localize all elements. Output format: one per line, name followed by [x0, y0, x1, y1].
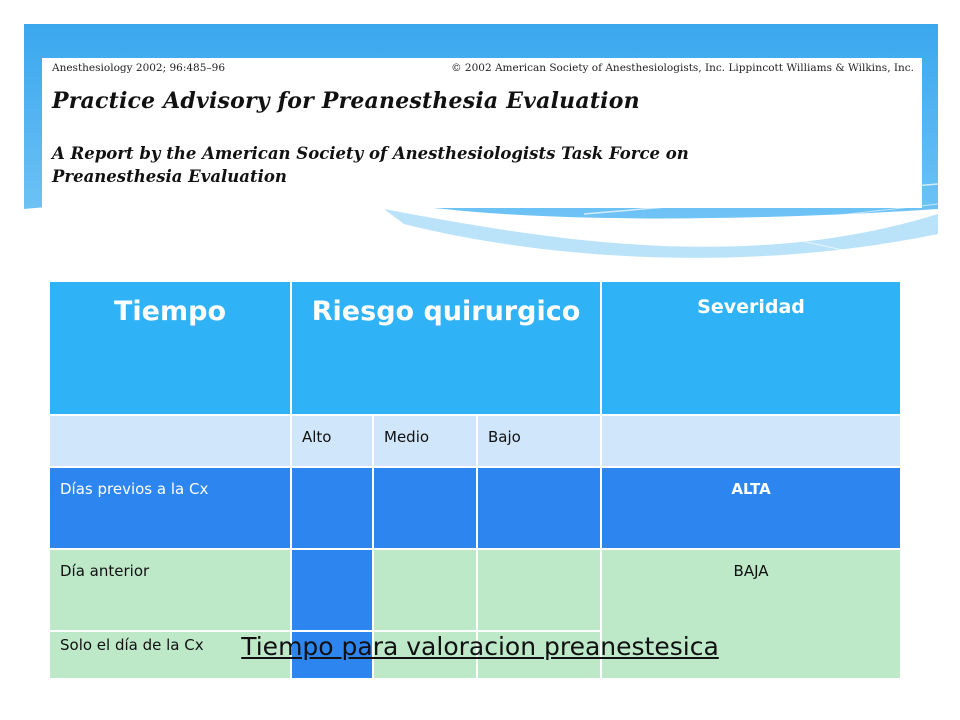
- slide-caption: Tiempo para valoracion preanestesica: [241, 632, 719, 661]
- row-label: Días previos a la Cx: [49, 467, 291, 549]
- risk-level-high: Alto: [291, 415, 373, 467]
- risk-level-low: Bajo: [477, 415, 601, 467]
- cell-high: [291, 467, 373, 549]
- risk-level-row: [49, 415, 901, 467]
- empty-cell: [49, 415, 291, 467]
- evaluation-time-table: [48, 280, 902, 680]
- cell-high: [291, 549, 373, 631]
- cell-low: [477, 467, 601, 549]
- header-severity: Severidad: [601, 281, 901, 415]
- paper-subtitle: [52, 142, 812, 188]
- header-risk: Riesgo quirurgico: [291, 281, 601, 415]
- paper-meta: [52, 62, 914, 74]
- row-severity: BAJA: [601, 549, 901, 679]
- cell-medium: [373, 467, 477, 549]
- cell-low: [477, 549, 601, 631]
- paper-copyright: © 2002 American Society of Anesthesiologists, Inc. Lippincott Williams & Wilkins, Inc.: [451, 62, 914, 74]
- table-row: [49, 549, 901, 631]
- table-row: [49, 467, 901, 549]
- row-severity: ALTA: [601, 467, 901, 549]
- header-time: Tiempo: [49, 281, 291, 415]
- paper-citation: Anesthesiology 2002; 96:485–96: [52, 62, 226, 74]
- row-label: Solo el día de la Cx: [49, 631, 291, 679]
- paper-subtitle-line2: Preanesthesia Evaluation: [52, 167, 287, 186]
- paper-subtitle-line1: A Report by the American Society of Anesthesiologists Task Force on: [52, 144, 689, 163]
- empty-cell: [601, 415, 901, 467]
- paper-title: Practice Advisory for Preanesthesia Evaluation: [52, 88, 640, 114]
- risk-level-medium: Medio: [373, 415, 477, 467]
- cell-medium: [373, 549, 477, 631]
- row-label: Día anterior: [49, 549, 291, 631]
- table-header-row: [49, 281, 901, 415]
- paper-header: [42, 58, 922, 208]
